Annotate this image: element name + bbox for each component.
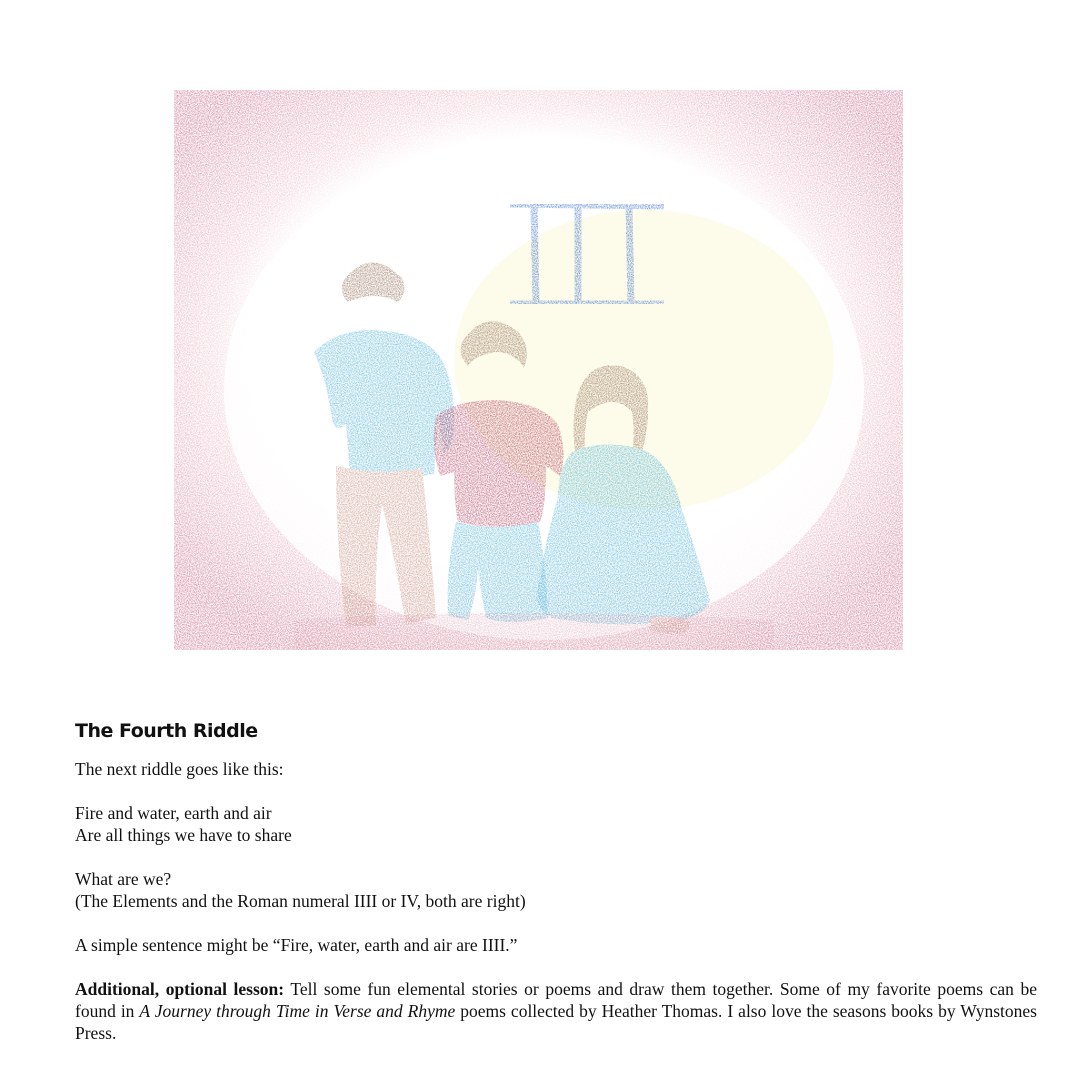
riddle-question [75, 868, 1037, 912]
riddle-text [75, 718, 1037, 1044]
sample-sentence: A simple sentence might be “Fire, water, earth and air are IIII.” [75, 935, 518, 955]
answer-line: (The Elements and the Roman numeral IIII or IV, both are right) [75, 891, 526, 911]
riddle-verse [75, 802, 1037, 846]
additional-lesson [75, 978, 1037, 1044]
verse-line: Fire and water, earth and air [75, 803, 272, 823]
verse-line: Are all things we have to share [75, 825, 292, 845]
ground-shadow [294, 613, 774, 650]
additional-lesson-text: Tell some fun elemental stories or poems and draw them together. Some of my favorite poems can be found in [75, 979, 1037, 1021]
section-heading: The Fourth Riddle [75, 720, 258, 742]
additional-lesson-text-end: poems collected by Heather Thomas. I also love the seasons books by Wynstones Press. [75, 1001, 1037, 1043]
question-line: What are we? [75, 869, 172, 889]
crayon-illustration [174, 90, 903, 650]
intro-paragraph: The next riddle goes like this: [75, 759, 284, 779]
book-title: A Journey through Time in Verse and Rhyme [139, 1001, 456, 1021]
additional-lesson-label: Additional, optional lesson: [75, 979, 285, 999]
